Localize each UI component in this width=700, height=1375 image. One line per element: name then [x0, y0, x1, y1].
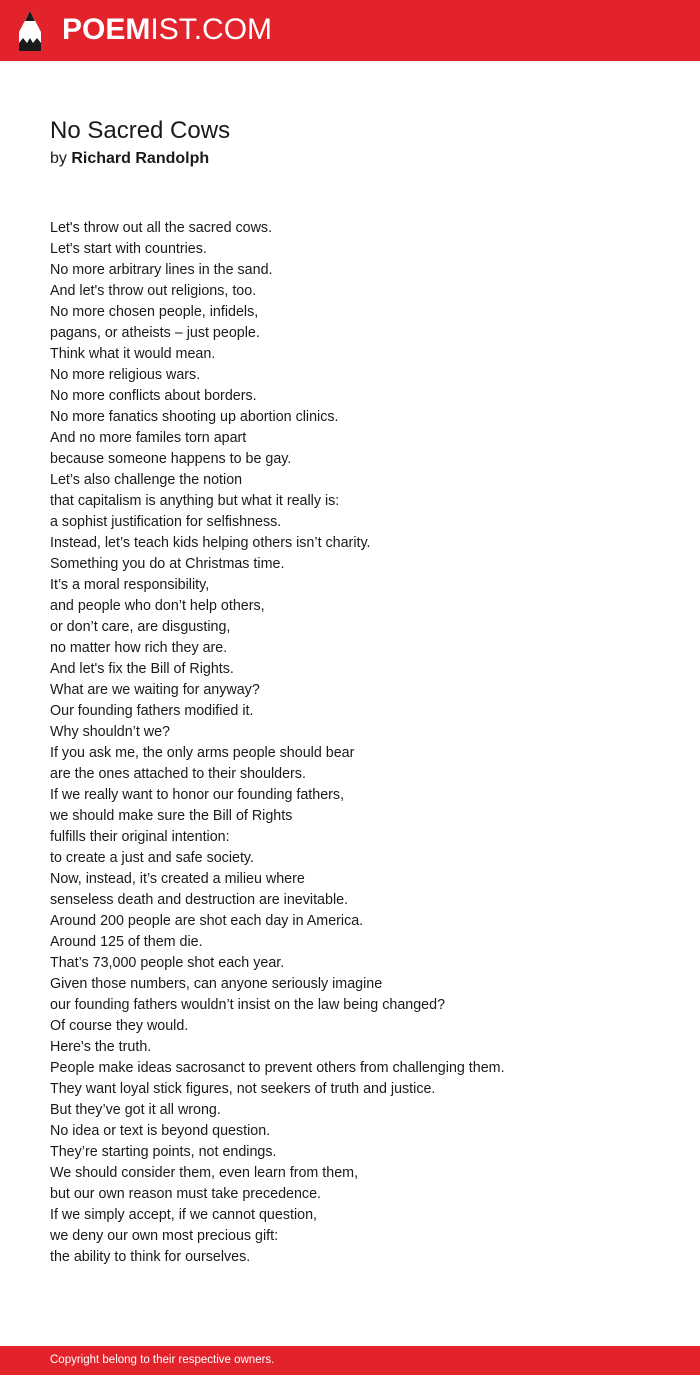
poem-line: It’s a moral responsibility, — [50, 577, 210, 593]
poem-line: If you ask me, the only arms people should bear — [50, 745, 355, 761]
poem-line: because someone happens to be gay. — [50, 451, 292, 467]
logo-light-text: IST.COM — [150, 13, 273, 46]
pencil-tip-icon[interactable] — [18, 10, 42, 52]
poem-line: But they’ve got it all wrong. — [50, 1102, 221, 1118]
poem-title: No Sacred Cows — [50, 117, 231, 144]
poem-line: fulfills their original intention: — [50, 829, 230, 845]
author-name: Richard Randolph — [71, 150, 210, 167]
poem-line: Now, instead, it’s created a milieu where — [50, 871, 305, 887]
poem-line: that capitalism is anything but what it really is: — [50, 493, 340, 509]
poem-line: no matter how rich they are. — [50, 640, 228, 656]
poem-line: Around 125 of them die. — [50, 934, 203, 950]
poem-line: we should make sure the Bill of Rights — [50, 808, 293, 824]
poem-line: or don’t care, are disgusting, — [50, 619, 231, 635]
logo-bold-text: POEM — [62, 13, 151, 46]
poem-line: Around 200 people are shot each day in America. — [50, 913, 364, 929]
poem-line: Our founding fathers modified it. — [50, 703, 254, 719]
poem-line: Think what it would mean. — [50, 346, 216, 362]
poem-line: to create a just and safe society. — [50, 850, 254, 866]
poem-line: If we simply accept, if we cannot question, — [50, 1207, 318, 1223]
byline — [50, 148, 209, 170]
poem-line: Here's the truth. — [50, 1039, 152, 1055]
poem-line: and people who don’t help others, — [50, 598, 265, 614]
poem-line: That’s 73,000 people shot each year. — [50, 955, 285, 971]
poem-line: Something you do at Christmas time. — [50, 556, 285, 572]
poem-line: the ability to think for ourselves. — [50, 1249, 251, 1265]
poem-line: And let's fix the Bill of Rights. — [50, 661, 234, 677]
poem-line: No idea or text is beyond question. — [50, 1123, 271, 1139]
poem-line: Why shouldn’t we? — [50, 724, 170, 740]
poem-line: we deny our own most precious gift: — [50, 1228, 279, 1244]
poem-line: pagans, or atheists – just people. — [50, 325, 260, 341]
poem-line: We should consider them, even learn from them, — [50, 1165, 359, 1181]
poem-line: And let's throw out religions, too. — [50, 283, 257, 299]
poem-line: No more religious wars. — [50, 367, 201, 383]
poem-line: No more fanatics shooting up abortion clinics. — [50, 409, 339, 425]
poem-line: No more conflicts about borders. — [50, 388, 257, 404]
by-label: by — [50, 150, 67, 167]
poem-line: Given those numbers, can anyone seriously imagine — [50, 976, 383, 992]
poem-line: senseless death and destruction are inevitable. — [50, 892, 349, 908]
poem-line: No more chosen people, infidels, — [50, 304, 259, 320]
poem-line: No more arbitrary lines in the sand. — [50, 262, 273, 278]
poem-line: Of course they would. — [50, 1018, 189, 1034]
poem-line: What are we waiting for anyway? — [50, 682, 260, 698]
copyright-text: Copyright belong to their respective owners. — [50, 1354, 275, 1366]
poem-line: a sophist justification for selfishness. — [50, 514, 282, 530]
poem-line: They’re starting points, not endings. — [50, 1144, 277, 1160]
poem-line: If we really want to honor our founding fathers, — [50, 787, 345, 803]
poem-line: Instead, let’s teach kids helping others isn’t charity. — [50, 535, 371, 551]
site-logo[interactable] — [62, 12, 272, 48]
poem-line: Let's throw out all the sacred cows. — [50, 220, 273, 236]
poem-line: are the ones attached to their shoulders. — [50, 766, 306, 782]
poem-body — [50, 218, 670, 1268]
site-footer — [0, 1346, 700, 1375]
poem-line: Let's start with countries. — [50, 241, 207, 257]
poem-line: People make ideas sacrosanct to prevent others from challenging them. — [50, 1060, 505, 1076]
poem-line: Let’s also challenge the notion — [50, 472, 243, 488]
poem-line: They want loyal stick figures, not seekers of truth and justice. — [50, 1081, 436, 1097]
poem-line: And no more familes torn apart — [50, 430, 247, 446]
site-header — [0, 0, 700, 61]
poem-line: our founding fathers wouldn’t insist on the law being changed? — [50, 997, 446, 1013]
poem-line: but our own reason must take precedence. — [50, 1186, 322, 1202]
